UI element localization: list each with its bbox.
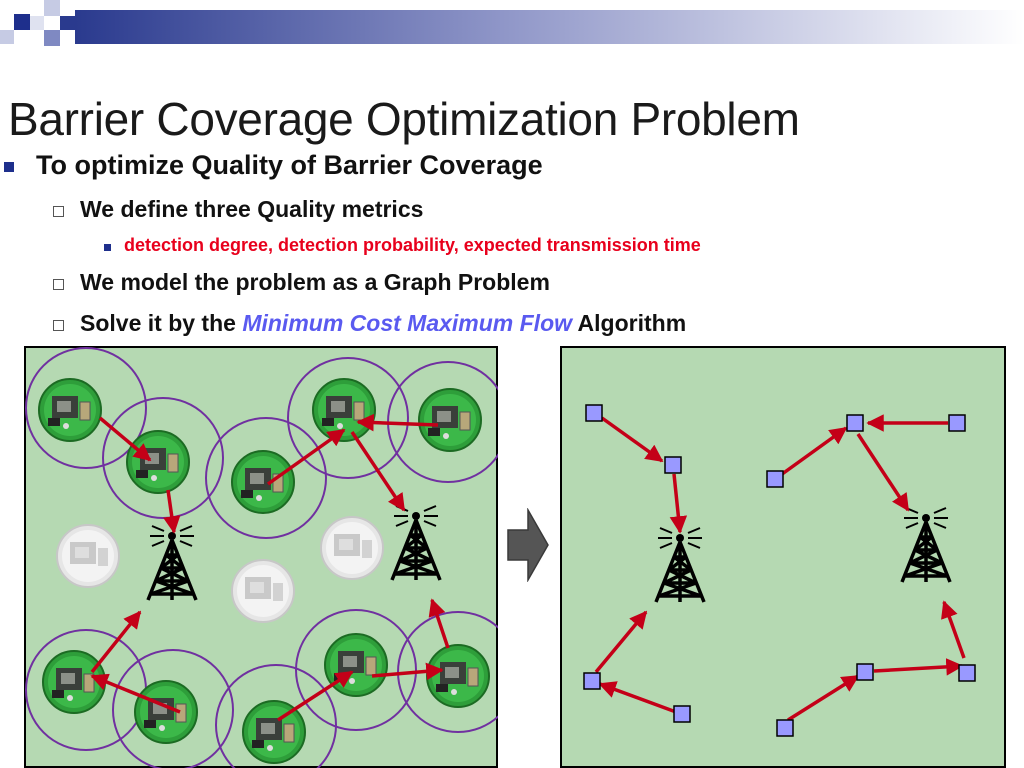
bullet-graph-model: We model the problem as a Graph Problem (80, 269, 550, 295)
graph-model-figure (560, 346, 1010, 768)
algorithm-highlight: Minimum Cost Maximum Flow (242, 310, 573, 336)
bullet-hollow-square-icon (53, 320, 64, 331)
transform-arrow-icon (506, 508, 550, 582)
bullet-square-icon (4, 162, 14, 172)
sensor-deployment-figure (24, 346, 498, 768)
bullet-metrics: We define three Quality metrics (80, 196, 424, 222)
bullet-metrics-detail: detection degree, detection probability, expected transmission time (124, 235, 701, 255)
slide-title: Barrier Coverage Optimization Problem (8, 93, 800, 145)
bullet-quality: To optimize Quality of Barrier Coverage (36, 150, 543, 180)
header-decoration (0, 0, 1024, 62)
algorithm-suffix: Algorithm (572, 310, 687, 336)
bullet-small-square-icon (104, 244, 111, 251)
algorithm-prefix: Solve it by the (80, 310, 243, 336)
bullet-hollow-square-icon (53, 206, 64, 217)
bullet-hollow-square-icon (53, 279, 64, 290)
bullet-algorithm (80, 310, 686, 337)
